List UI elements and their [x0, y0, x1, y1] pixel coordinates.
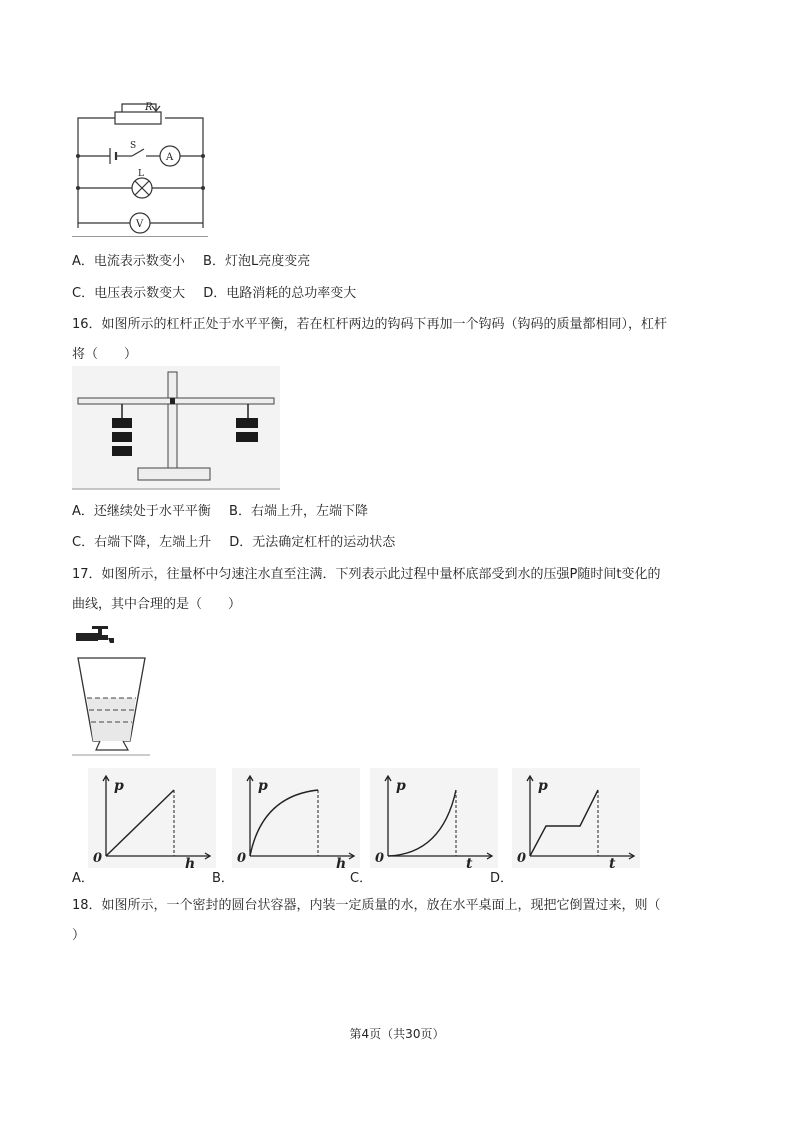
x-axis-c: t [466, 856, 473, 868]
graph-d-label: D． [490, 871, 514, 886]
y-axis-c: p [396, 778, 406, 794]
q15-option-a: A．电流表示数变小 [72, 254, 185, 269]
graph-a-label: A． [72, 871, 94, 886]
x-axis-a: h [185, 856, 196, 868]
resistor-label: R [145, 102, 153, 113]
lever-diagram [72, 366, 280, 490]
lamp-label: L [138, 169, 144, 179]
voltmeter-label: V [136, 219, 144, 230]
graph-c [370, 768, 498, 868]
q18-stem-cont: ） [72, 928, 86, 943]
graph-b [232, 768, 360, 868]
q16-options-row2 [72, 531, 409, 550]
q16-option-c: C．右端下降，左端上升 [72, 535, 212, 550]
x-axis-d: t [609, 856, 616, 868]
graph-d [512, 768, 640, 868]
circuit-diagram [70, 98, 210, 240]
graph-b-label: B． [212, 871, 234, 886]
origin-a: 0 [93, 851, 103, 866]
q16-option-a: A．还继续处于水平平衡 [72, 504, 211, 519]
q18-stem: 18．如图所示，一个密封的圆台状容器，内装一定质量的水，放在水平桌面上，现把它倒置过来，则（ [72, 898, 661, 913]
figure-rule [72, 236, 208, 237]
graph-a [88, 768, 216, 868]
switch-label: S [130, 141, 137, 151]
q15-options-row2 [72, 282, 370, 301]
q16-stem-cont: 将（ ） [72, 347, 138, 362]
q15-option-d: D．电路消耗的总功率变大 [203, 286, 357, 301]
y-axis-b: p [258, 778, 268, 794]
origin-c: 0 [375, 851, 385, 866]
page-footer: 第4页（共30页） [349, 1027, 445, 1041]
q17-stem-cont: 曲线，其中合理的是（ ） [72, 597, 242, 612]
ammeter-label: A [166, 152, 174, 163]
x-axis-b: h [336, 856, 347, 868]
q17-stem: 17．如图所示，往量杯中匀速注水直至注满．下列表示此过程中量杯底部受到水的压强P随时间t变化的 [72, 567, 661, 582]
q15-options-row1 [72, 250, 324, 269]
y-axis-d: p [538, 778, 548, 794]
measuring-cup-diagram [72, 626, 152, 758]
y-axis-a: p [114, 778, 124, 794]
origin-d: 0 [517, 851, 527, 866]
graph-c-label: C． [350, 871, 373, 886]
q15-option-c: C．电压表示数变大 [72, 286, 186, 301]
origin-b: 0 [237, 851, 247, 866]
q16-options-row1 [72, 500, 382, 519]
q16-option-b: B．右端上升，左端下降 [229, 504, 368, 519]
q16-option-d: D．无法确定杠杆的运动状态 [229, 535, 396, 550]
q15-option-b: B．灯泡L亮度变亮 [203, 254, 311, 269]
q16-stem: 16．如图所示的杠杆正处于水平平衡，若在杠杆两边的钩码下再加一个钩码（钩码的质量都相同），杠杆 [72, 317, 668, 332]
